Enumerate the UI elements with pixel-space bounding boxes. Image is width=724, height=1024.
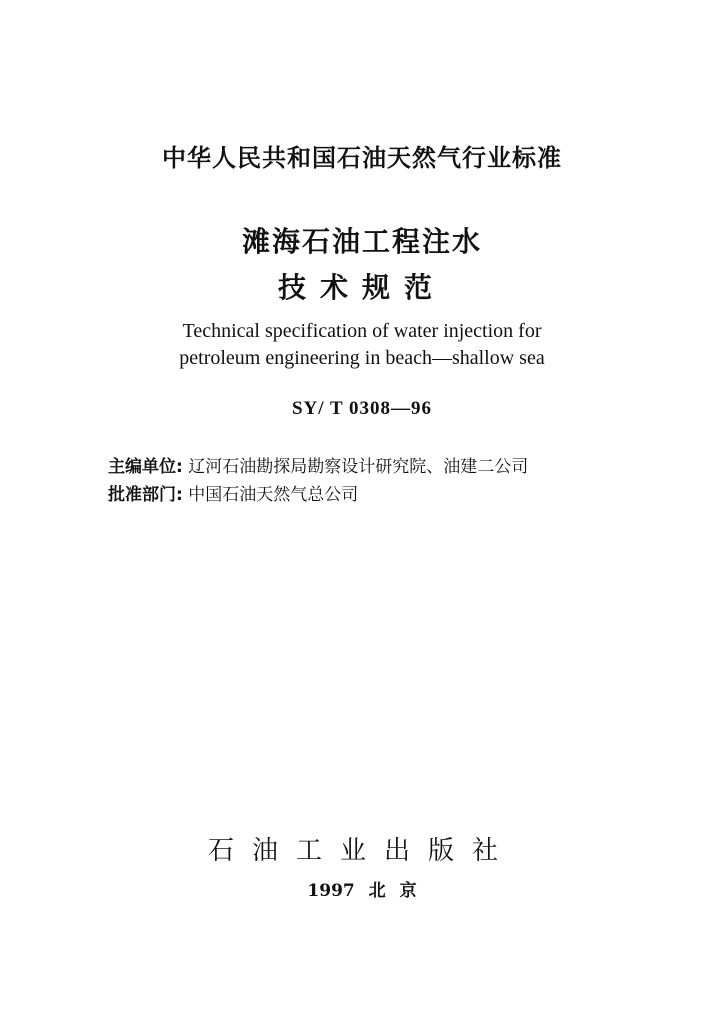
publisher-name: 石油工业出版社: [207, 836, 516, 866]
approver-label: 批准部门:: [108, 485, 183, 505]
editor-value: 辽河石油勘探局勘察设计研究院、油建二公司: [188, 457, 529, 477]
industry-standard-heading: 中华人民共和国石油天然气行业标准: [162, 144, 562, 172]
publication-year-place: 1997 北 京: [307, 881, 417, 901]
title-line-1: 滩海石油工程注水: [241, 225, 482, 258]
standard-code: SY/ T 0308—96: [291, 398, 433, 419]
english-title-line-2: petroleum engineering in beach—shallow sea: [179, 347, 545, 369]
approver-row: [108, 480, 358, 505]
title-line-2: 技术规范: [277, 271, 446, 304]
editor-label: 主编单位:: [108, 457, 183, 477]
approver-value: 中国石油天然气总公司: [188, 485, 359, 505]
editor-unit-row: [108, 452, 528, 477]
english-title-line-1: Technical specification of water injection for: [182, 320, 542, 342]
